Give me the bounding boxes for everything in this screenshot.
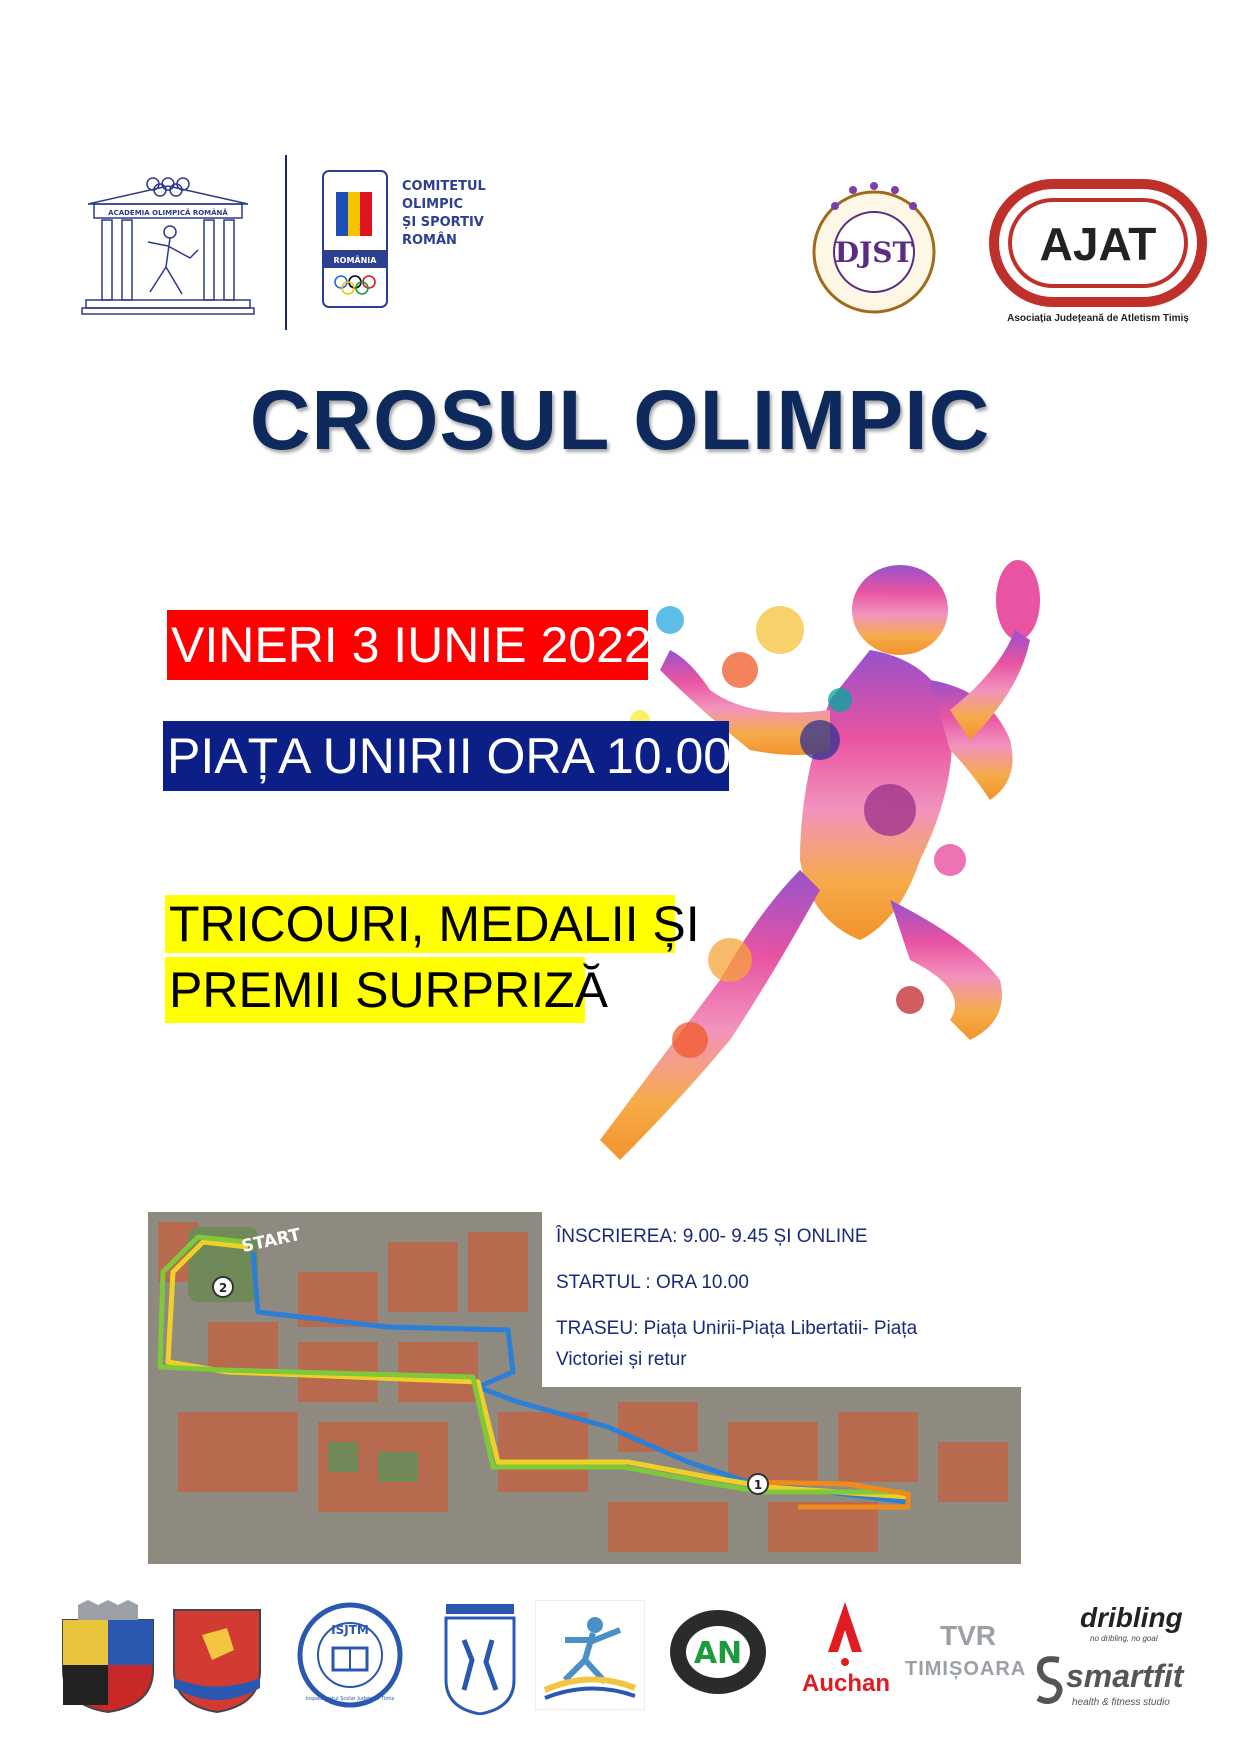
isjtm-text: ISJTM [331,1623,369,1637]
prizes-banner-line-2: PREMII SURPRIZĂ [165,957,585,1023]
tvr-city-text: TIMIȘOARA [905,1658,1027,1680]
smartfit-tagline: health & fitness studio [1072,1697,1170,1708]
isjtm-logo [295,1600,405,1715]
smartfit-s-icon [1034,1654,1064,1704]
auchan-text: Auchan [802,1670,891,1697]
ajat-logo [988,178,1208,328]
djst-logo-text: DJST [834,236,914,269]
cosr-badge-text: ROMÂNIA [333,256,377,265]
academia-logo-text: ACADEMIA OLIMPICĂ ROMÂNĂ [108,209,228,217]
route-info-line-2: Victoriei și retur [556,1349,687,1370]
start-info: STARTUL : ORA 10.00 [556,1272,749,1293]
cosr-name: COMITETUL OLIMPIC ȘI SPORTIV ROMÂN [402,179,486,248]
map-marker-1: 1 [753,1478,763,1492]
djst-logo [805,178,943,316]
prizes-banner-line-1: TRICOURI, MEDALII ȘI [165,895,675,953]
dribling-smartfit-logos [1030,1600,1200,1715]
isjtm-ring-text: Inspectoratul Școlar Județean Timiș [305,1696,395,1702]
antidoping-text: AN [693,1636,743,1671]
dribling-tagline: no dribling, no goal [1090,1634,1158,1643]
auchan-logo [800,1600,890,1715]
map-start-label: START [239,1224,303,1257]
map-marker-2: 2 [218,1281,228,1295]
tvr-timisoara-logo [905,1600,1025,1715]
anad-antidoping-logo [668,1600,768,1715]
smartfit-text: smartfit [1066,1658,1184,1694]
page-title: CROSUL OLIMPIC [249,373,991,467]
logo-divider [285,155,287,330]
cosr-logo [322,170,502,315]
tvr-text: TVR [940,1620,996,1651]
academia-olimpica-logo [78,172,258,317]
ajat-logo-text: AJAT [1039,218,1157,270]
registration-info: ÎNSCRIEREA: 9.00- 9.45 ȘI ONLINE [556,1226,868,1247]
banatul-school-logo [442,1600,518,1715]
event-info-box [542,1212,1022,1387]
ajat-caption: Asociația Județeană de Atletism Timiș [1007,313,1189,324]
route-info-line-1: TRASEU: Piața Unirii-Piața Libertatii- Piața [556,1318,918,1339]
timisoara-coat-of-arms-logo [58,1600,158,1715]
faculty-physical-education-logo [535,1600,645,1715]
date-banner: VINERI 3 IUNIE 2022 [167,610,648,680]
location-time-banner: PIAȚA UNIRII ORA 10.00 [163,721,729,791]
timis-county-coat-of-arms-logo [172,1600,262,1715]
dribling-text: dribling [1080,1602,1183,1633]
